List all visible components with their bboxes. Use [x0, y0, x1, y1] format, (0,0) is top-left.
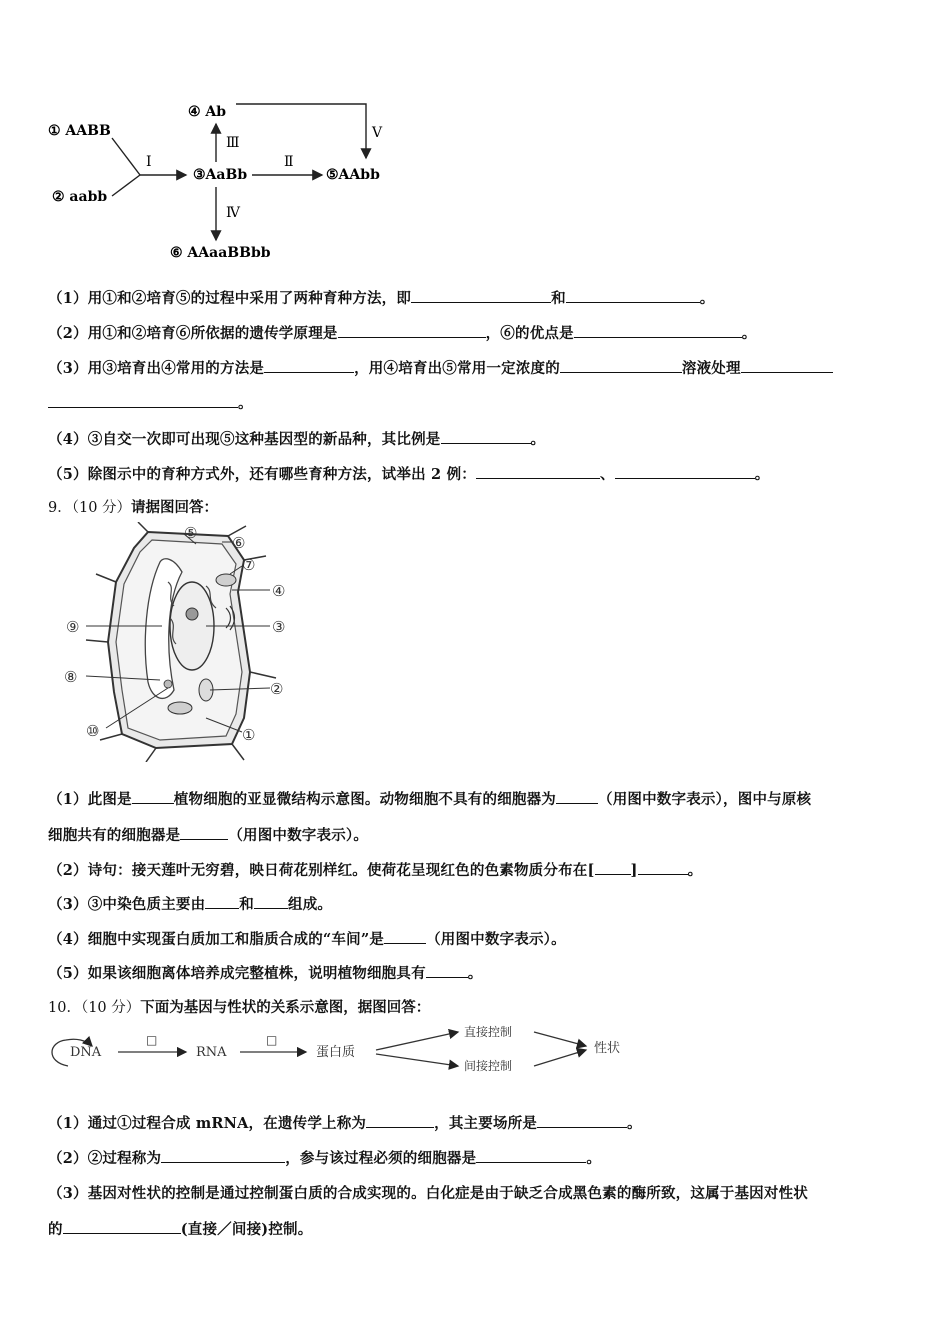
- direct-label: 直接控制: [464, 1025, 513, 1039]
- q9-blank-1b[interactable]: [556, 789, 598, 804]
- q9-blank-2b[interactable]: [638, 860, 688, 875]
- label-2: ②: [270, 680, 284, 698]
- arrow-protein-direct: [376, 1032, 458, 1050]
- gene-trait-diagram: [46, 1022, 646, 1078]
- dna-label: DNA: [70, 1045, 102, 1060]
- node-2: ② aabb: [52, 189, 108, 205]
- label-II: Ⅱ: [284, 154, 294, 170]
- step1-box: □: [146, 1033, 158, 1047]
- arrow-protein-indirect: [376, 1054, 458, 1066]
- label-5: ⑤: [184, 524, 198, 542]
- q10-sub1: （1）通过①过程合成 mRNA，在遗传学上称为 ，其主要场所是 。: [48, 1115, 642, 1132]
- q9-sub4: （4）细胞中实现蛋白质加工和脂质合成的“车间”是 （用图中数字表示）。: [48, 931, 566, 948]
- node-5: ⑤AAbb: [326, 167, 380, 183]
- rna-label: RNA: [196, 1045, 227, 1060]
- q8-blank-2a[interactable]: [338, 323, 486, 338]
- q8-sub3-cont: 。: [48, 392, 253, 413]
- q8-sub4: （4）③自交一次即可出现⑤这种基因型的新品种，其比例是 。: [48, 431, 546, 448]
- arrow-indirect-trait: [534, 1050, 586, 1066]
- node-4: ④ Ab: [188, 104, 227, 120]
- label-4: ④: [272, 582, 286, 600]
- q8-sub1: （1）用①和②培育⑤的过程中采用了两种育种方法，即 和 。: [48, 290, 715, 307]
- q8-sub5: （5）除图示中的育种方式外，还有哪些育种方法，试举出 2 例： 、 。: [48, 466, 770, 483]
- q8-sub2: （2）用①和②培育⑥所依据的遗传学原理是 ，⑥的优点是 。: [48, 325, 757, 342]
- q10-blank-3[interactable]: [63, 1219, 181, 1234]
- q9-sub1-cont: 细胞共有的细胞器是 （用图中数字表示）。: [48, 827, 369, 844]
- q10-blank-2b[interactable]: [476, 1148, 586, 1163]
- label-6: ⑥: [232, 534, 246, 552]
- label-V: Ⅴ: [372, 125, 383, 141]
- q8-blank-1a[interactable]: [411, 288, 551, 303]
- node-3: ③AaBb: [193, 167, 248, 183]
- nucleolus: [186, 608, 198, 620]
- q8-blank-2b[interactable]: [574, 323, 742, 338]
- chloroplast: [216, 574, 236, 586]
- q8-blank-3c[interactable]: [741, 358, 833, 373]
- q10-blank-1b[interactable]: [537, 1113, 627, 1128]
- arrow-V: [236, 104, 366, 158]
- q9-blank-1a[interactable]: [132, 789, 174, 804]
- node-1: ① AABB: [48, 123, 111, 139]
- arrow-direct-trait: [534, 1032, 586, 1046]
- label-7: ⑦: [242, 556, 256, 574]
- breeding-diagram: [40, 92, 400, 272]
- q9-blank-2a[interactable]: [595, 860, 631, 875]
- ribosome-cluster: [164, 680, 172, 688]
- indirect-label: 间接控制: [464, 1059, 513, 1073]
- q9-blank-5[interactable]: [426, 963, 468, 978]
- q8-blank-3b[interactable]: [560, 358, 682, 373]
- trait-label: 性状: [594, 1041, 621, 1056]
- q8-sub3: （3）用③培育出④常用的方法是 ，用④培育出⑤常用一定浓度的 溶液处理: [48, 357, 833, 378]
- label-I: Ⅰ: [146, 154, 152, 170]
- q8-blank-1b[interactable]: [566, 288, 700, 303]
- q8-blank-5a[interactable]: [476, 464, 600, 479]
- q10-blank-1a[interactable]: [366, 1113, 434, 1128]
- q9-blank-3b[interactable]: [254, 894, 288, 909]
- cross-line-bottom: [112, 175, 140, 196]
- q8-blank-3a[interactable]: [264, 358, 354, 373]
- q8-blank-5b[interactable]: [615, 464, 755, 479]
- q10-sub3: （3）基因对性状的控制是通过控制蛋白质的合成实现的。白化症是由于缺乏合成黑色素的酶所致，这属于基因对性状: [48, 1185, 808, 1202]
- q8-blank-3d[interactable]: [48, 393, 238, 408]
- label-3: ③: [272, 618, 286, 636]
- q10-sub2: （2）②过程称为 ，参与该过程必须的细胞器是 。: [48, 1150, 602, 1167]
- q10-blank-2a[interactable]: [161, 1148, 285, 1163]
- label-10: ⑩: [86, 722, 100, 740]
- label-9: ⑨: [66, 618, 80, 636]
- q10-heading: 10．（10 分）下面为基因与性状的关系示意图，据图回答：: [48, 999, 431, 1016]
- step2-box: □: [266, 1033, 278, 1047]
- node-6: ⑥ AAaaBBbb: [170, 245, 271, 261]
- q8-blank-4[interactable]: [441, 429, 531, 444]
- q9-blank-4[interactable]: [384, 929, 426, 944]
- q9-sub2: （2）诗句：接天莲叶无穷碧，映日荷花别样红。使荷花呈现红色的色素物质分布在[ ] 。: [48, 862, 703, 879]
- q9-sub1: （1）此图是 植物细胞的亚显微结构示意图。动物细胞不具有的细胞器为 （用图中数字表示），图中与原核: [48, 791, 812, 808]
- label-8: ⑧: [64, 668, 78, 686]
- label-III: Ⅲ: [226, 135, 240, 151]
- protein-label: 蛋白质: [316, 1045, 356, 1060]
- q9-blank-1c[interactable]: [180, 825, 228, 840]
- q9-heading: 9．（10 分）请据图回答：: [48, 499, 219, 516]
- plant-cell-diagram: [56, 522, 306, 762]
- label-IV: Ⅳ: [226, 205, 240, 221]
- q9-blank-3a[interactable]: [205, 894, 239, 909]
- cross-line-top: [112, 138, 140, 175]
- label-1: ①: [242, 726, 256, 744]
- chloroplast-2: [168, 702, 192, 714]
- q10-sub3-cont: 的 (直接／间接)控制。: [48, 1221, 313, 1238]
- q9-sub3: （3）③中染色质主要由 和 组成。: [48, 896, 333, 913]
- q9-sub5: （5）如果该细胞离体培养成完整植株，说明植物细胞具有 。: [48, 965, 483, 982]
